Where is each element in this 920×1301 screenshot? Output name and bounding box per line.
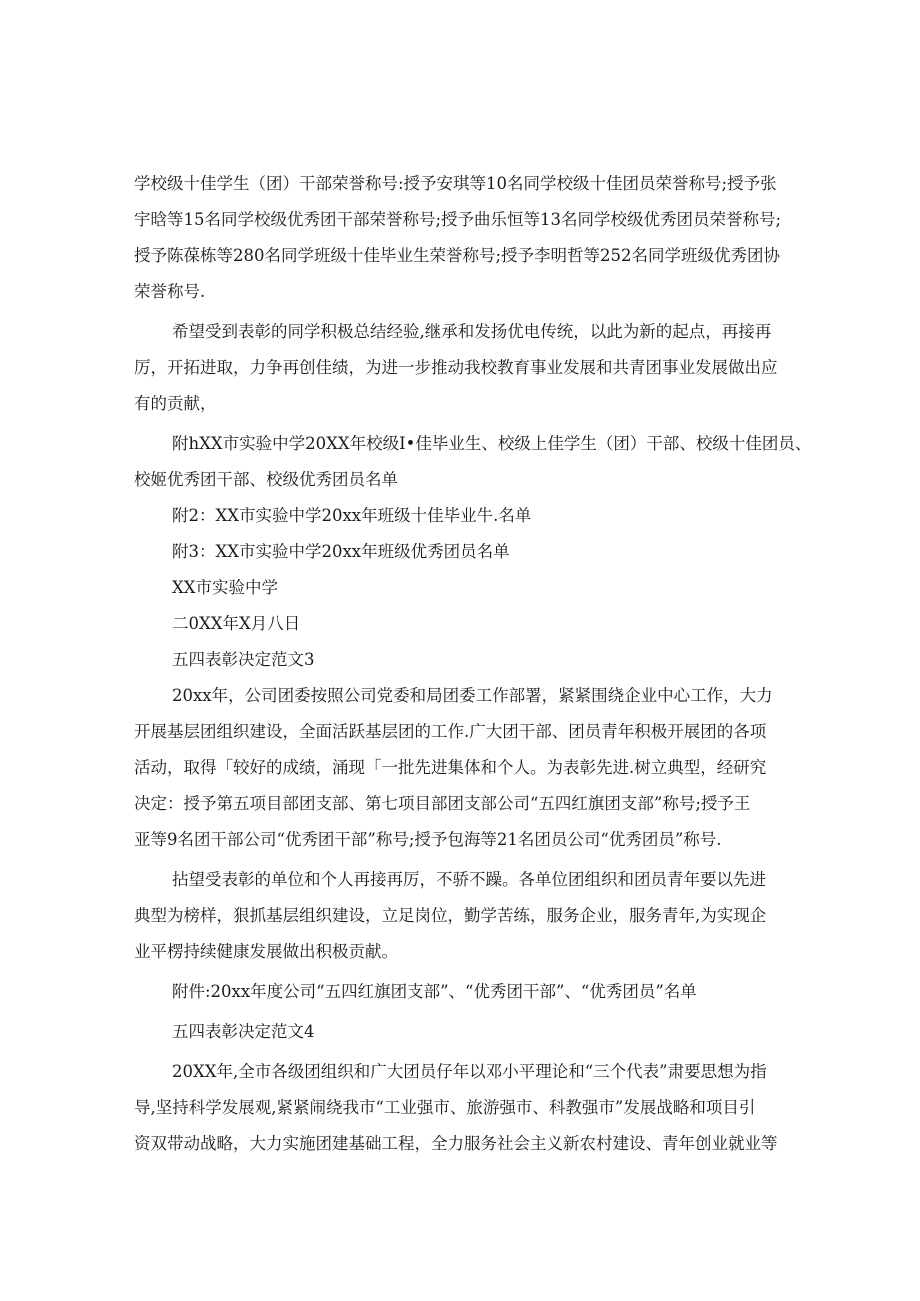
paragraph-line: 附2：XX市实验中学20xx年班级十佳毕业牛.名单 <box>172 506 532 525</box>
paragraph-line: 附件:20xx年度公司“五四红旗团支部”、“优秀团干部”、“优秀团员”名单 <box>172 982 697 1001</box>
paragraph-line: 校姬优秀团干部、校级优秀团员名单 <box>134 470 398 489</box>
section-heading: 五四表彰决定范文3 <box>172 650 315 669</box>
paragraph-line: 希望受到表彰的同学积极总结经验,继承和发扬优电传统，以此为新的起点，再接再 <box>172 322 772 341</box>
paragraph-line: 20xx年，公司团委按照公司党委和局团委工作部署，紧紧围绕企业中心工作，大力 <box>172 686 773 705</box>
paragraph-line: 资双带动战略，大力实施团建基础工程，全力服务社会主义新农村建设、青年创业就业等 <box>134 1134 778 1153</box>
signature-org: XX市实验中学 <box>172 578 278 597</box>
paragraph-line: 亚等9名团干部公司“优秀团干部”称号;授予包海等21名团员公司“优秀团员”称号. <box>134 830 722 849</box>
paragraph-line: 20XX年,全市各级团组织和广大团员仔年以邓小平理论和“三个代表”肃要思想为指 <box>172 1062 767 1081</box>
paragraph-line: 荣誉称号. <box>134 282 206 301</box>
paragraph-line: 学校级十佳学生（团）干部荣誉称号:授予安琪等10名同学校级十佳团员荣誉称号;授予张 <box>134 174 777 193</box>
paragraph-line: 决定：授予第五项目部团支部、第七项目部团支部公司“五四红旗团支部”称号;授予王 <box>134 794 751 813</box>
paragraph-line: 附hXX市实验中学20XX年校级I•佳毕业生、校级上佳学生（团）干部、校级十佳团员、 <box>172 434 812 453</box>
paragraph-line: 导,坚持科学发展观,紧紧闹绕我市“工业强市、旅游强市、科教强市”发展战略和项目引 <box>134 1098 756 1117</box>
paragraph-line: 拈望受表彰的单位和个人再接再厉，不骄不躁。各单位团组织和团员青年要以先进 <box>172 870 766 889</box>
section-heading: 五四表彰决定范文4 <box>172 1022 315 1041</box>
paragraph-line: 有的贡献， <box>134 394 217 413</box>
paragraph-line: 开展基层团组织建设，全面活跃基层团的工作.广大团干部、团员青年积极开展团的各项 <box>134 722 767 741</box>
paragraph-line: 附3：XX市实验中学20xx年班级优秀团员名单 <box>172 542 510 561</box>
signature-date: 二0XX年X月八日 <box>172 614 301 633</box>
paragraph-line: 宇晗等15名同学校级优秀团干部荣誉称号;授予曲乐恒等13名同学校级优秀团员荣誉称号; <box>134 210 782 229</box>
paragraph-line: 典型为榜样，狠抓基层组织建设，立足岗位，勤学苦练，服务企业，服务青年,为实现企 <box>134 906 767 925</box>
paragraph-line: 活动，取得「较好的成绩，涌现「一批先进集体和个人。为表彰先进.树立典型，经研究 <box>134 758 767 777</box>
paragraph-line: 授予陈葆栋等280名同学班级十佳毕业生荣誉称号;授予李明哲等252名同学班级优秀团协 <box>134 246 781 265</box>
paragraph-line: 厉，开拓进取，力争再创佳绩，为进一步推动我校教育事业发展和共青团事业发展做出应 <box>134 358 778 377</box>
paragraph-line: 业平楞持续健康发展做出积极贡献。 <box>134 942 398 961</box>
